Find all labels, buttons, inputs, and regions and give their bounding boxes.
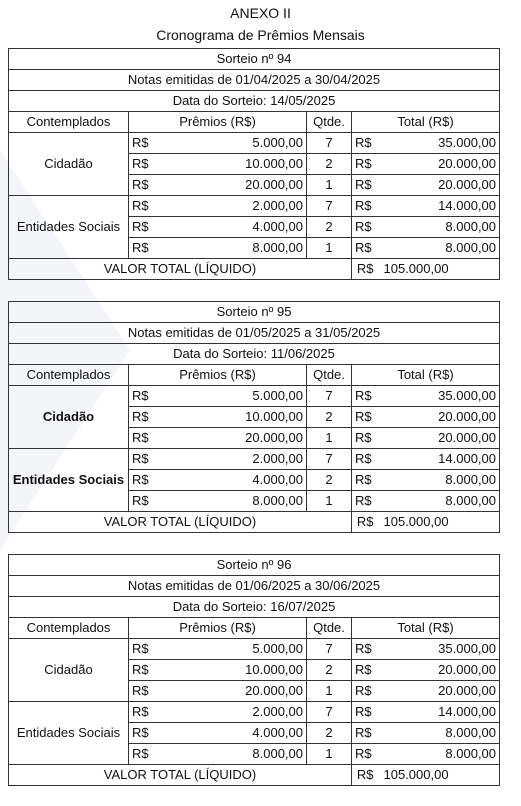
prize-quantity: 2 (307, 723, 352, 744)
header-total: Total (R$) (352, 618, 500, 639)
currency-symbol: R$ (129, 386, 151, 407)
table-row (9, 386, 500, 407)
row-total: 8.000,00 (376, 238, 500, 259)
grand-total: 105.000,00 (376, 512, 500, 533)
currency-symbol: R$ (129, 449, 151, 470)
draw-title: Sorteio nº 94 (9, 49, 500, 70)
total-row (9, 512, 500, 533)
group-label: Entidades Sociais (9, 702, 129, 765)
currency-symbol: R$ (352, 428, 376, 449)
notes-period: Notas emitidas de 01/05/2025 a 31/05/2025 (9, 323, 500, 344)
row-total: 35.000,00 (376, 639, 500, 660)
prize-amount: 2.000,00 (151, 196, 307, 217)
notes-period: Notas emitidas de 01/06/2025 a 30/06/2025 (9, 576, 500, 597)
currency-symbol: R$ (129, 133, 151, 154)
total-label: VALOR TOTAL (LÍQUIDO) (9, 259, 352, 280)
header-total: Total (R$) (352, 365, 500, 386)
notes-period: Notas emitidas de 01/04/2025 a 30/04/2025 (9, 70, 500, 91)
group-label: Entidades Sociais (9, 449, 129, 512)
header-qtde: Qtde. (307, 112, 352, 133)
prize-amount: 8.000,00 (151, 744, 307, 765)
prize-quantity: 2 (307, 470, 352, 491)
total-row (9, 259, 500, 280)
table-row (9, 449, 500, 470)
table-row (9, 639, 500, 660)
currency-symbol: R$ (129, 196, 151, 217)
prize-amount: 2.000,00 (151, 702, 307, 723)
currency-symbol: R$ (129, 491, 151, 512)
currency-symbol: R$ (129, 217, 151, 238)
header-premios: Prêmios (R$) (129, 365, 307, 386)
total-row (9, 765, 500, 786)
prize-amount: 10.000,00 (151, 660, 307, 681)
header-premios: Prêmios (R$) (129, 618, 307, 639)
prize-quantity: 7 (307, 196, 352, 217)
prize-amount: 10.000,00 (151, 407, 307, 428)
currency-symbol: R$ (129, 681, 151, 702)
group-label: Cidadão (9, 133, 129, 196)
currency-symbol: R$ (352, 765, 376, 786)
row-total: 20.000,00 (376, 428, 500, 449)
prize-quantity: 7 (307, 449, 352, 470)
currency-symbol: R$ (352, 238, 376, 259)
currency-symbol: R$ (352, 723, 376, 744)
group-label: Entidades Sociais (9, 196, 129, 259)
row-total: 35.000,00 (376, 133, 500, 154)
currency-symbol: R$ (352, 133, 376, 154)
currency-symbol: R$ (129, 470, 151, 491)
draw-table (8, 554, 500, 786)
draw-title: Sorteio nº 96 (9, 555, 500, 576)
currency-symbol: R$ (129, 175, 151, 196)
prize-amount: 4.000,00 (151, 723, 307, 744)
prize-quantity: 2 (307, 407, 352, 428)
row-total: 14.000,00 (376, 196, 500, 217)
currency-symbol: R$ (352, 491, 376, 512)
header-qtde: Qtde. (307, 618, 352, 639)
currency-symbol: R$ (352, 175, 376, 196)
currency-symbol: R$ (352, 154, 376, 175)
annex-subtitle: Cronograma de Prêmios Mensais (156, 27, 365, 43)
currency-symbol: R$ (129, 154, 151, 175)
currency-symbol: R$ (129, 723, 151, 744)
draw-table (8, 301, 500, 533)
prize-amount: 5.000,00 (151, 133, 307, 154)
currency-symbol: R$ (129, 660, 151, 681)
row-total: 20.000,00 (376, 407, 500, 428)
header-contemplados: Contemplados (9, 112, 129, 133)
prize-quantity: 7 (307, 702, 352, 723)
row-total: 20.000,00 (376, 660, 500, 681)
prize-quantity: 7 (307, 386, 352, 407)
row-total: 14.000,00 (376, 449, 500, 470)
grand-total: 105.000,00 (376, 765, 500, 786)
currency-symbol: R$ (352, 512, 376, 533)
row-total: 35.000,00 (376, 386, 500, 407)
row-total: 14.000,00 (376, 702, 500, 723)
currency-symbol: R$ (129, 639, 151, 660)
prize-quantity: 7 (307, 133, 352, 154)
row-total: 20.000,00 (376, 175, 500, 196)
prize-quantity: 7 (307, 639, 352, 660)
prize-amount: 8.000,00 (151, 238, 307, 259)
prize-amount: 8.000,00 (151, 491, 307, 512)
currency-symbol: R$ (352, 470, 376, 491)
prize-amount: 10.000,00 (151, 154, 307, 175)
currency-symbol: R$ (352, 217, 376, 238)
header-premios: Prêmios (R$) (129, 112, 307, 133)
total-label: VALOR TOTAL (LÍQUIDO) (9, 512, 352, 533)
total-label: VALOR TOTAL (LÍQUIDO) (9, 765, 352, 786)
currency-symbol: R$ (129, 702, 151, 723)
currency-symbol: R$ (352, 449, 376, 470)
currency-symbol: R$ (129, 238, 151, 259)
draw-date: Data do Sorteio: 14/05/2025 (9, 91, 500, 112)
row-total: 8.000,00 (376, 723, 500, 744)
prize-quantity: 2 (307, 217, 352, 238)
table-row (9, 196, 500, 217)
prize-quantity: 2 (307, 660, 352, 681)
prize-amount: 2.000,00 (151, 449, 307, 470)
draw-table (8, 48, 500, 280)
prize-amount: 20.000,00 (151, 681, 307, 702)
prize-amount: 4.000,00 (151, 470, 307, 491)
currency-symbol: R$ (129, 428, 151, 449)
header-qtde: Qtde. (307, 365, 352, 386)
annex-title: ANEXO II (230, 5, 291, 21)
table-row (9, 133, 500, 154)
prize-quantity: 1 (307, 175, 352, 196)
currency-symbol: R$ (352, 660, 376, 681)
draw-date: Data do Sorteio: 16/07/2025 (9, 597, 500, 618)
currency-symbol: R$ (352, 259, 376, 280)
header-total: Total (R$) (352, 112, 500, 133)
group-label: Cidadão (9, 639, 129, 702)
currency-symbol: R$ (352, 639, 376, 660)
row-total: 20.000,00 (376, 154, 500, 175)
table-row (9, 702, 500, 723)
group-label: Cidadão (9, 386, 129, 449)
row-total: 8.000,00 (376, 744, 500, 765)
prize-quantity: 1 (307, 238, 352, 259)
row-total: 20.000,00 (376, 681, 500, 702)
prize-quantity: 1 (307, 491, 352, 512)
header-contemplados: Contemplados (9, 618, 129, 639)
prize-amount: 20.000,00 (151, 175, 307, 196)
currency-symbol: R$ (129, 407, 151, 428)
prize-amount: 20.000,00 (151, 428, 307, 449)
row-total: 8.000,00 (376, 470, 500, 491)
currency-symbol: R$ (352, 744, 376, 765)
prize-quantity: 1 (307, 428, 352, 449)
currency-symbol: R$ (129, 744, 151, 765)
currency-symbol: R$ (352, 196, 376, 217)
row-total: 8.000,00 (376, 491, 500, 512)
prize-quantity: 1 (307, 681, 352, 702)
currency-symbol: R$ (352, 681, 376, 702)
grand-total: 105.000,00 (376, 259, 500, 280)
header-contemplados: Contemplados (9, 365, 129, 386)
prize-quantity: 1 (307, 744, 352, 765)
currency-symbol: R$ (352, 702, 376, 723)
draw-date: Data do Sorteio: 11/06/2025 (9, 344, 500, 365)
prize-amount: 5.000,00 (151, 386, 307, 407)
prize-amount: 4.000,00 (151, 217, 307, 238)
draw-title: Sorteio nº 95 (9, 302, 500, 323)
currency-symbol: R$ (352, 407, 376, 428)
prize-amount: 5.000,00 (151, 639, 307, 660)
prize-quantity: 2 (307, 154, 352, 175)
row-total: 8.000,00 (376, 217, 500, 238)
currency-symbol: R$ (352, 386, 376, 407)
